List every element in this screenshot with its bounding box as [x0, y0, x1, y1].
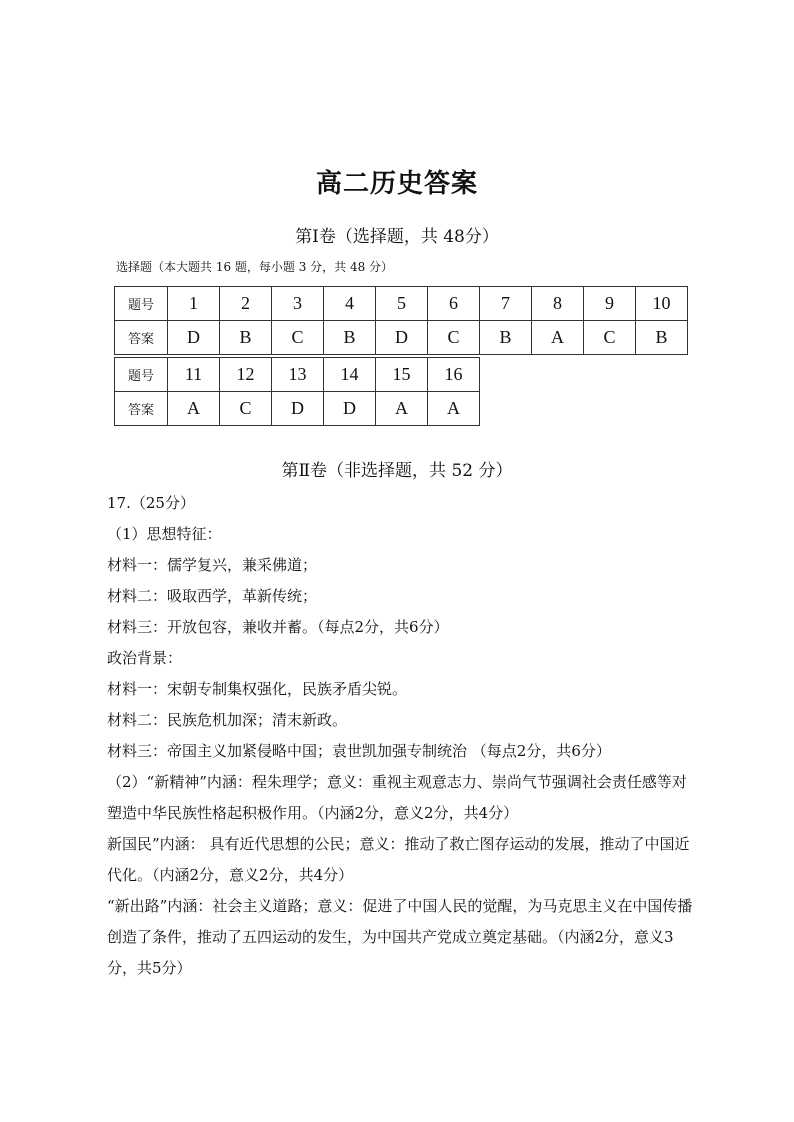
question-number: 7 — [480, 287, 532, 321]
answer-cell: B — [636, 321, 688, 355]
question-number: 8 — [532, 287, 584, 321]
row-label-answer: 答案 — [115, 392, 168, 426]
politics-item: 材料三：帝国主义加紧侵略中国；袁世凯加强专制统治 （每点2分，共6分） — [107, 742, 611, 760]
politics-item: 材料一：宋朝专制集权强化，民族矛盾尖锐。 — [107, 680, 408, 698]
answer-row — [115, 321, 688, 355]
question-number: 13 — [272, 358, 324, 392]
question-number: 12 — [220, 358, 272, 392]
row-label-question: 题号 — [115, 358, 168, 392]
question-header: 17.（25分） — [107, 494, 195, 512]
politics-item: 材料二：民族危机加深；清末新政。 — [107, 711, 348, 729]
question-number: 3 — [272, 287, 324, 321]
answer-cell: C — [272, 321, 324, 355]
question-17-answer — [107, 488, 697, 984]
part-2-new-citizen: 新国民”内涵： 具有近代思想的公民；意义：推动了救亡图存运动的发展，推动了中国近代化。（内涵2分，意义2分，共4分） — [107, 835, 690, 884]
question-number: 2 — [220, 287, 272, 321]
row-label-answer: 答案 — [115, 321, 168, 355]
question-number: 6 — [428, 287, 480, 321]
answer-cell: D — [324, 392, 376, 426]
thought-item: 材料一：儒学复兴，兼采佛道； — [107, 556, 318, 574]
part-2-new-path: “新出路”内涵：社会主义道路；意义：促进了中国人民的觉醒，为马克思主义在中国传播创造了条件，推动了五四运动的发生，为中国共产党成立奠定基础。（内涵2分，意义3分，共5分） — [107, 897, 693, 977]
answer-cell: A — [532, 321, 584, 355]
question-number: 4 — [324, 287, 376, 321]
answer-cell: D — [168, 321, 220, 355]
question-number: 10 — [636, 287, 688, 321]
question-number-row — [115, 287, 688, 321]
answer-row — [115, 392, 480, 426]
part-2-new-spirit: （2）“新精神”内涵：程朱理学；意义：重视主观意志力、崇尚气节强调社会责任感等对塑造中华民族性格起积极作用。（内涵2分，意义2分，共4分） — [107, 773, 687, 822]
answer-cell: B — [480, 321, 532, 355]
question-number: 16 — [428, 358, 480, 392]
question-number: 15 — [376, 358, 428, 392]
answer-cell: D — [376, 321, 428, 355]
question-number: 9 — [584, 287, 636, 321]
part-1-title: （1）思想特征： — [107, 525, 222, 543]
answer-cell: D — [272, 392, 324, 426]
answer-cell: A — [168, 392, 220, 426]
row-label-question: 题号 — [115, 287, 168, 321]
answer-cell: C — [428, 321, 480, 355]
thought-item: 材料二：吸取西学，革新传统； — [107, 587, 318, 605]
answer-table-1 — [114, 286, 688, 355]
question-number: 5 — [376, 287, 428, 321]
answer-table-2 — [114, 357, 480, 426]
section-2-title: 第Ⅱ卷（非选择题，共 52 分） — [281, 461, 513, 481]
answer-cell: B — [324, 321, 376, 355]
question-number: 11 — [168, 358, 220, 392]
question-number-row — [115, 358, 480, 392]
answer-cell: C — [584, 321, 636, 355]
answer-cell: C — [220, 392, 272, 426]
politics-title: 政治背景： — [107, 649, 183, 667]
thought-item: 材料三：开放包容，兼收并蓄。（每点2分，共6分） — [107, 618, 449, 636]
question-number: 14 — [324, 358, 376, 392]
section-1-note: 选择题（本大题共 16 题，每小题 3 分，共 48 分） — [116, 260, 394, 274]
answer-cell: A — [376, 392, 428, 426]
section-1-title: 第Ⅰ卷（选择题，共 48分） — [295, 227, 499, 247]
answer-cell: A — [428, 392, 480, 426]
page-title: 高二历史答案 — [315, 169, 478, 199]
answer-cell: B — [220, 321, 272, 355]
question-number: 1 — [168, 287, 220, 321]
